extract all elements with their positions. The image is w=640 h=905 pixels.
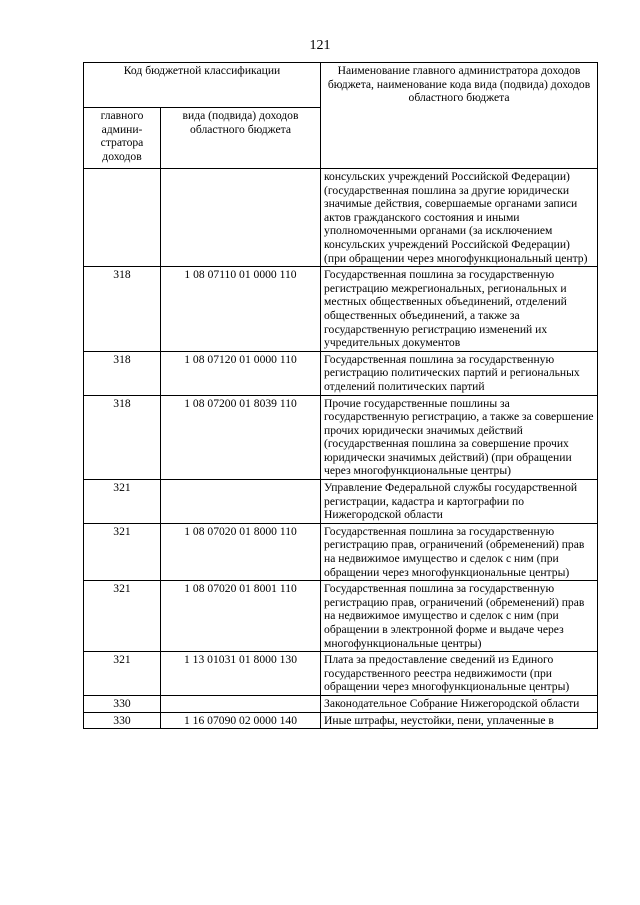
cell-name: Государственная пошлина за государственную регистрацию прав, ограничений (обременений) прав на недвижимое имущество и сделок с ним (при обращении в электронной форме и выдаче через многофункциональные центры) bbox=[321, 581, 598, 652]
header-name: Наименование главного администратора доходов бюджета, наименование кода вида (подвида) доходов областного бюджета bbox=[321, 63, 598, 169]
table-row bbox=[84, 395, 598, 480]
cell-name: Государственная пошлина за государственную регистрацию политических партий и региональных отделений политических партий bbox=[321, 351, 598, 395]
table-row bbox=[84, 169, 598, 267]
cell-code: 1 08 07200 01 8039 110 bbox=[161, 395, 321, 480]
table-row bbox=[84, 351, 598, 395]
cell-admin: 318 bbox=[84, 395, 161, 480]
cell-code bbox=[161, 480, 321, 524]
header-income-code: вида (подвида) доходов областного бюджета bbox=[161, 108, 321, 169]
cell-name: Иные штрафы, неустойки, пени, уплаченные в bbox=[321, 712, 598, 729]
cell-admin: 330 bbox=[84, 695, 161, 712]
table-row bbox=[84, 267, 598, 352]
cell-admin: 321 bbox=[84, 480, 161, 524]
cell-name: Управление Федеральной службы государственной регистрации, кадастра и картографии по Нижегородской области bbox=[321, 480, 598, 524]
table-row bbox=[84, 581, 598, 652]
header-admin-code: главного админи-стратора доходов bbox=[84, 108, 161, 169]
cell-code: 1 08 07110 01 0000 110 bbox=[161, 267, 321, 352]
cell-code bbox=[161, 169, 321, 267]
cell-name: Государственная пошлина за государственную регистрацию прав, ограничений (обременений) прав на недвижимое имущество и сделок с ним (при обращении через многофункциональные центры) bbox=[321, 523, 598, 580]
table-row bbox=[84, 712, 598, 729]
header-budget-code-group: Код бюджетной классификации bbox=[84, 63, 321, 108]
table-row bbox=[84, 523, 598, 580]
cell-admin: 321 bbox=[84, 581, 161, 652]
cell-name: консульских учреждений Российской Федерации) (государственная пошлина за другие юридически значимые действия, совершаемые органами записи актов гражданского состояния и иными уполномоченными органами (за исключением консульских учреждений Российской Федерации) (при обращении через многофункциональный центр) bbox=[321, 169, 598, 267]
cell-admin: 318 bbox=[84, 351, 161, 395]
page-number: 121 bbox=[309, 38, 331, 53]
cell-admin bbox=[84, 169, 161, 267]
cell-name: Прочие государственные пошлины за государственную регистрацию, а также за совершение прочих юридически значимых действий (государственная пошлина за совершение прочих юридически значимых действий) (при обращении через многофункциональные центры) bbox=[321, 395, 598, 480]
cell-name: Государственная пошлина за государственную регистрацию межрегиональных, региональных и местных общественных объединений, отделений общественных объединений, а также за государственную регистрацию изменений их учредительных документов bbox=[321, 267, 598, 352]
cell-code: 1 16 07090 02 0000 140 bbox=[161, 712, 321, 729]
cell-name: Плата за предоставление сведений из Единого государственного реестра недвижимости (при обращении через многофункциональные центры) bbox=[321, 652, 598, 696]
table-row bbox=[84, 695, 598, 712]
cell-admin: 318 bbox=[84, 267, 161, 352]
cell-admin: 321 bbox=[84, 523, 161, 580]
cell-code: 1 08 07020 01 8000 110 bbox=[161, 523, 321, 580]
cell-code: 1 08 07120 01 0000 110 bbox=[161, 351, 321, 395]
cell-admin: 330 bbox=[84, 712, 161, 729]
cell-code bbox=[161, 695, 321, 712]
cell-code: 1 13 01031 01 8000 130 bbox=[161, 652, 321, 696]
cell-name: Законодательное Собрание Нижегородской области bbox=[321, 695, 598, 712]
budget-classification-table bbox=[83, 62, 598, 729]
table-row bbox=[84, 652, 598, 696]
table-row bbox=[84, 480, 598, 524]
cell-code: 1 08 07020 01 8001 110 bbox=[161, 581, 321, 652]
cell-admin: 321 bbox=[84, 652, 161, 696]
